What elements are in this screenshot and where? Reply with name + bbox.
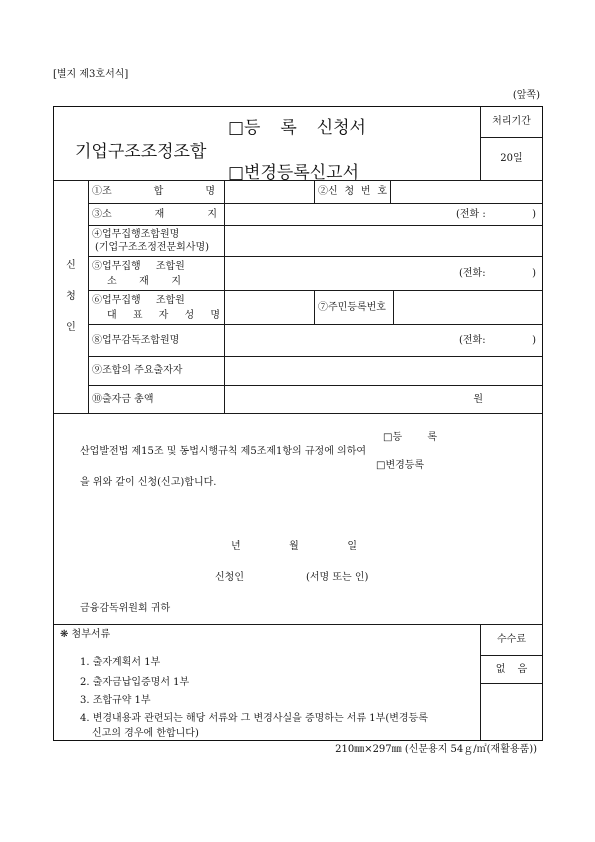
attachment-item: 4. 변경내용과 관련되는 해당 서류와 그 변경사실을 증명하는 서류 1부(변경등록 — [80, 713, 428, 724]
major-investors-label: ⑨조합의 주요출자자 — [92, 365, 183, 376]
declaration-option-registration — [383, 432, 437, 444]
label-segment: 지 — [171, 275, 181, 287]
union-name-label-cell — [88, 180, 225, 204]
major-investors-label-cell — [88, 356, 225, 386]
declaration-section — [53, 413, 543, 625]
section-label-char: 인 — [66, 322, 76, 333]
title-option-registration — [228, 118, 366, 138]
section-label-char: 청 — [66, 291, 76, 302]
form-title-entity: 기업구조조정조합 — [75, 142, 207, 162]
currency-unit: 원 — [473, 393, 483, 405]
fee-label: 수수료 — [497, 634, 526, 645]
form-number: [별지 제3호서식] — [53, 69, 129, 80]
applicant-section-label — [53, 180, 89, 414]
declaration-option-change: □변경등록 — [376, 460, 425, 471]
label-segment: 명 — [205, 186, 215, 197]
union-name-label — [92, 186, 215, 198]
attachment-item: 2. 출자금납입증명서 1부 — [80, 677, 190, 688]
label-segment: 호 — [377, 186, 387, 197]
signature-note: (서명 또는 인) — [306, 572, 369, 583]
managing-partner-rep-label: ⑥업무집행 조합원 — [92, 294, 185, 306]
date-line — [231, 541, 357, 553]
managing-partner-location-label-cell — [88, 256, 225, 291]
managing-partner-location-label: ⑤업무집행 조합원 — [92, 260, 185, 272]
fee-value-cell — [480, 655, 543, 684]
resident-number-label-cell — [314, 290, 394, 325]
label-segment: 록 — [280, 118, 297, 138]
total-capital-field — [224, 385, 543, 414]
label-segment: 재 — [139, 275, 149, 287]
label-segment: 번 — [360, 186, 371, 197]
label-segment: 명 — [210, 309, 220, 321]
label-segment: 월 — [289, 541, 299, 552]
label-segment: 청 — [344, 186, 355, 197]
location-label-cell — [88, 203, 225, 226]
phone-note-open: (전화: — [459, 267, 486, 279]
managing-partner-rep-label-cell — [88, 290, 225, 325]
attachment-item-continuation: 신고의 경우에 한합니다) — [92, 728, 199, 739]
application-number-label — [318, 186, 387, 198]
attachment-item: 1. 출자계획서 1부 — [80, 657, 161, 668]
processing-period-value: 20일 — [500, 153, 523, 164]
resident-number-label: ⑦주민등록번호 — [318, 301, 386, 313]
attachments-heading: ❋ 첨부서류 — [60, 629, 111, 640]
label-segment: 합 — [153, 186, 164, 197]
label-segment: 년 — [231, 541, 241, 552]
label-segment: 신청서 — [316, 118, 366, 138]
processing-period-label: 처리기간 — [492, 116, 531, 127]
location-field — [224, 203, 543, 226]
phone-note-open: (전화 : — [456, 208, 486, 220]
fee-value: 없 음 — [495, 663, 528, 675]
supervising-partner-field — [224, 324, 543, 357]
phone-note-open: (전화: — [459, 334, 486, 346]
label-segment: 록 — [427, 432, 437, 443]
managing-partner-rep-field — [224, 290, 315, 325]
label-segment: □등 — [228, 118, 261, 138]
phone-note — [459, 268, 536, 280]
section-label-char: 신 — [66, 260, 76, 271]
label-segment: 지 — [207, 208, 217, 220]
label-segment: ③소 — [92, 208, 112, 220]
processing-period-label-cell — [480, 106, 543, 138]
major-investors-field — [224, 356, 543, 386]
total-capital-label-cell — [88, 385, 225, 414]
label-segment: 재 — [154, 208, 165, 220]
managing-partner-label-cell — [88, 225, 225, 257]
phone-note-close: ) — [532, 208, 536, 220]
attachments-section — [53, 624, 481, 741]
label-segment: 소 — [107, 275, 117, 287]
declaration-closing-text: 을 위와 같이 신청(신고)합니다. — [80, 477, 217, 488]
union-name-field — [224, 180, 315, 204]
managing-partner-sublabel: (기업구조조정전문회사명) — [95, 242, 210, 253]
managing-partner-location-field — [224, 256, 543, 291]
managing-partner-location-sublabel — [107, 274, 181, 289]
label-segment: ①조 — [92, 186, 112, 197]
phone-note-close: ) — [532, 334, 536, 346]
form-title-cell — [53, 106, 481, 181]
applicant-signature-label: 신청인 — [215, 572, 244, 583]
label-segment: □등 — [383, 432, 403, 443]
label-segment: 자 — [158, 309, 169, 321]
managing-partner-rep-sublabel — [107, 308, 220, 323]
label-segment: ②신 — [318, 186, 338, 197]
phone-note-close: ) — [532, 267, 536, 279]
label-segment: 성 — [184, 309, 195, 321]
attachment-item: 3. 조합규약 1부 — [80, 695, 151, 706]
label-segment: 대 — [107, 309, 117, 321]
location-label — [92, 209, 217, 221]
page-side-label: (앞쪽) — [512, 90, 540, 101]
fee-blank-cell — [480, 683, 543, 741]
label-segment: 일 — [347, 541, 357, 552]
title-option-change: □변경등록신고서 — [228, 163, 360, 181]
supervising-partner-label: ⑧업무감독조합원명 — [92, 334, 180, 346]
addressee: 금융감독위원회 귀하 — [80, 603, 171, 614]
phone-note — [459, 335, 536, 347]
supervising-partner-label-cell — [88, 324, 225, 357]
resident-number-field — [393, 290, 543, 325]
managing-partner-label: ④업무집행조합원명 — [92, 229, 180, 240]
declaration-statute-text: 산업발전법 제15조 및 동법시행규칙 제5조제1항의 규정에 의하여 — [80, 446, 367, 457]
managing-partner-field — [224, 225, 543, 257]
application-number-field — [390, 180, 543, 204]
application-number-label-cell — [314, 180, 391, 204]
label-segment: 표 — [132, 309, 143, 321]
paper-spec: 210㎜×297㎜ (신문용지 54ｇ/㎡(재활용품)) — [335, 744, 537, 755]
total-capital-label: ⑩출자금 총액 — [92, 393, 154, 405]
phone-note — [456, 209, 536, 221]
fee-label-cell — [480, 624, 543, 656]
processing-period-value-cell — [480, 137, 543, 181]
